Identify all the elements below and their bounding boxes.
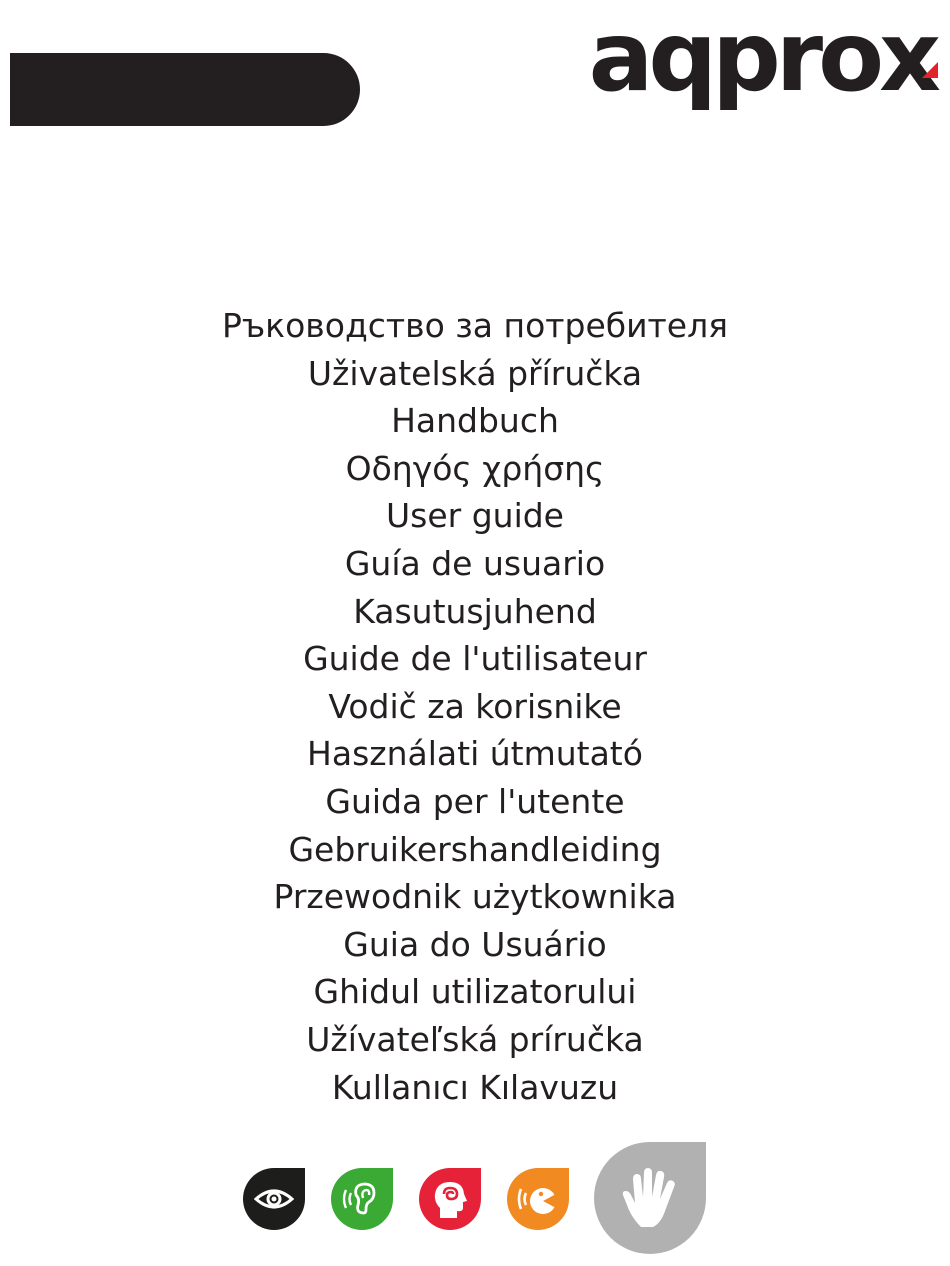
hand-icon [594, 1142, 706, 1254]
title-bulgarian: Ръководство за потребителя [221, 306, 729, 345]
title-portuguese: Guia do Usuário [343, 924, 607, 964]
title-english: User guide [386, 496, 564, 536]
title-turkish: Kullanıcı Kılavuzu [331, 1067, 619, 1107]
eye-icon [243, 1168, 305, 1230]
head-icon [419, 1168, 481, 1230]
title-spanish: Guía de usuario [344, 543, 606, 583]
title-dutch: Gebruikershandleiding [288, 829, 662, 869]
title-french: Guide de l'utilisateur [303, 639, 647, 679]
title-german: Handbuch [391, 401, 559, 441]
logo-text: aqprox [588, 1, 936, 113]
user-guide-titles [0, 302, 950, 1111]
title-croatian: Vodič za korisnike [328, 686, 622, 726]
title-polish: Przewodnik użytkownika [273, 877, 677, 917]
logo-accent-triangle [922, 62, 938, 78]
ear-icon [331, 1168, 393, 1230]
brand-logo [589, 2, 936, 112]
mouth-sound-icon [507, 1168, 569, 1230]
title-estonian: Kasutusjuhend [353, 591, 597, 631]
sense-icons-row [0, 1140, 950, 1266]
title-slovak: Užívateľská príručka [306, 1019, 644, 1059]
title-czech: Uživatelská příručka [307, 353, 643, 393]
title-greek: Οδηγός χρήσης [345, 448, 605, 488]
title-italian: Guida per l'utente [325, 781, 625, 821]
model-name-bar [10, 53, 360, 126]
title-hungarian: Használati útmutató [307, 734, 643, 774]
title-romanian: Ghidul utilizatorului [313, 972, 637, 1012]
